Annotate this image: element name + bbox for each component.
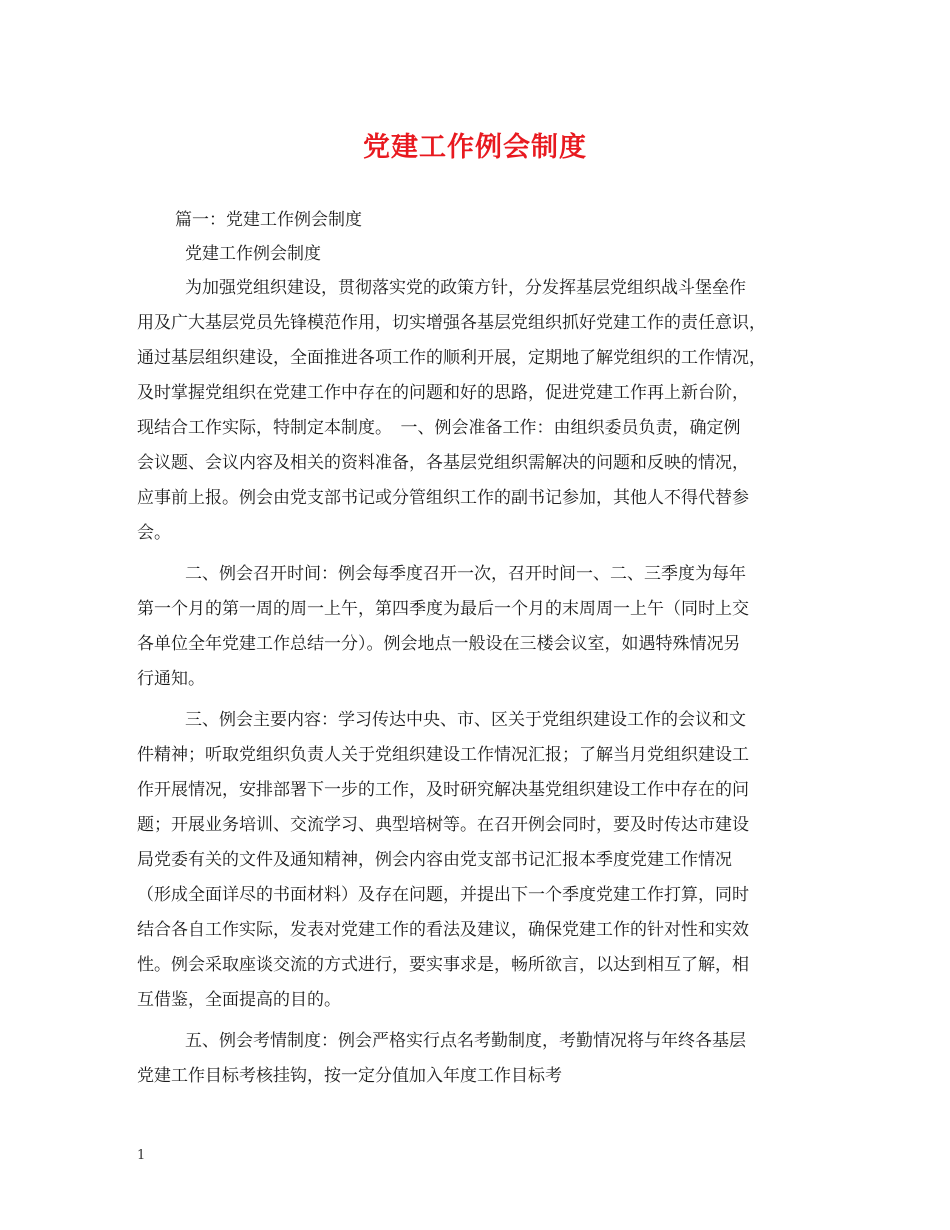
paragraph-line: 应事前上报。例会由党支部书记或分管组织工作的副书记参加，其他人不得代替参 <box>137 488 749 508</box>
page-number: 1 <box>137 1148 146 1163</box>
subtitle-line: 党建工作例会制度 <box>185 244 321 264</box>
paragraph-line: 及时掌握党组织在党建工作中存在的问题和好的思路，促进党建工作再上新台阶， <box>137 383 749 403</box>
paragraph-line: 第一个月的第一周的周一上午，第四季度为最后一个月的末周周一上午（同时上交 <box>137 599 749 619</box>
paragraph-line: （形成全面详尽的书面材料）及存在问题，并提出下一个季度党建工作打算，同时 <box>137 885 749 905</box>
paragraph-line: 现结合工作实际，特制定本制度。 一、例会准备工作：由组织委员负责，确定例 <box>137 418 741 438</box>
paragraph-line: 三、例会主要内容：学习传达中央、市、区关于党组织建设工作的会议和文 <box>185 710 746 730</box>
paragraph-line: 二、例会召开时间：例会每季度召开一次，召开时间一、二、三季度为每年 <box>185 564 746 584</box>
paragraph-line: 通过基层组织建设，全面推进各项工作的顺利开展，定期地了解党组织的工作情况， <box>137 348 766 368</box>
paragraph-line: 会。 <box>137 523 171 543</box>
section-heading: 篇一：党建工作例会制度 <box>175 210 362 230</box>
paragraph-line: 件精神；听取党组织负责人关于党组织建设工作情况汇报；了解当月党组织建设工 <box>137 745 749 765</box>
paragraph-line: 局党委有关的文件及通知精神，例会内容由党支部书记汇报本季度党建工作情况 <box>137 850 732 870</box>
paragraph-line: 党建工作目标考核挂钩，按一定分值加入年度工作目标考 <box>137 1066 562 1086</box>
paragraph-line: 题；开展业务培训、交流学习、典型培树等。在召开例会同时，要及时传达市建设 <box>137 815 749 835</box>
paragraph-line: 五、例会考情制度：例会严格实行点名考勤制度，考勤情况将与年终各基层 <box>185 1031 746 1051</box>
paragraph-line: 用及广大基层党员先锋模范作用，切实增强各基层党组织抓好党建工作的责任意识， <box>137 313 766 333</box>
paragraph-line: 作开展情况，安排部署下一步的工作，及时研究解决基党组织建设工作中存在的问 <box>137 780 749 800</box>
paragraph-line: 为加强党组织建设，贯彻落实党的政策方针，分发挥基层党组织战斗堡垒作 <box>185 278 746 298</box>
paragraph-line: 行通知。 <box>137 669 205 689</box>
paragraph-line: 互借鉴，全面提高的目的。 <box>137 990 341 1010</box>
paragraph-line: 会议题、会议内容及相关的资料准备，各基层党组织需解决的问题和反映的情况， <box>137 453 749 473</box>
paragraph-line: 结合各自工作实际，发表对党建工作的看法及建议，确保党建工作的针对性和实效 <box>137 920 749 940</box>
paragraph-line: 各单位全年党建工作总结一分）。例会地点一般设在三楼会议室，如遇特殊情况另 <box>137 634 741 654</box>
paragraph-line: 性。例会采取座谈交流的方式进行，要实事求是，畅所欲言，以达到相互了解，相 <box>137 955 749 975</box>
document-title: 党建工作例会制度 <box>363 132 587 163</box>
